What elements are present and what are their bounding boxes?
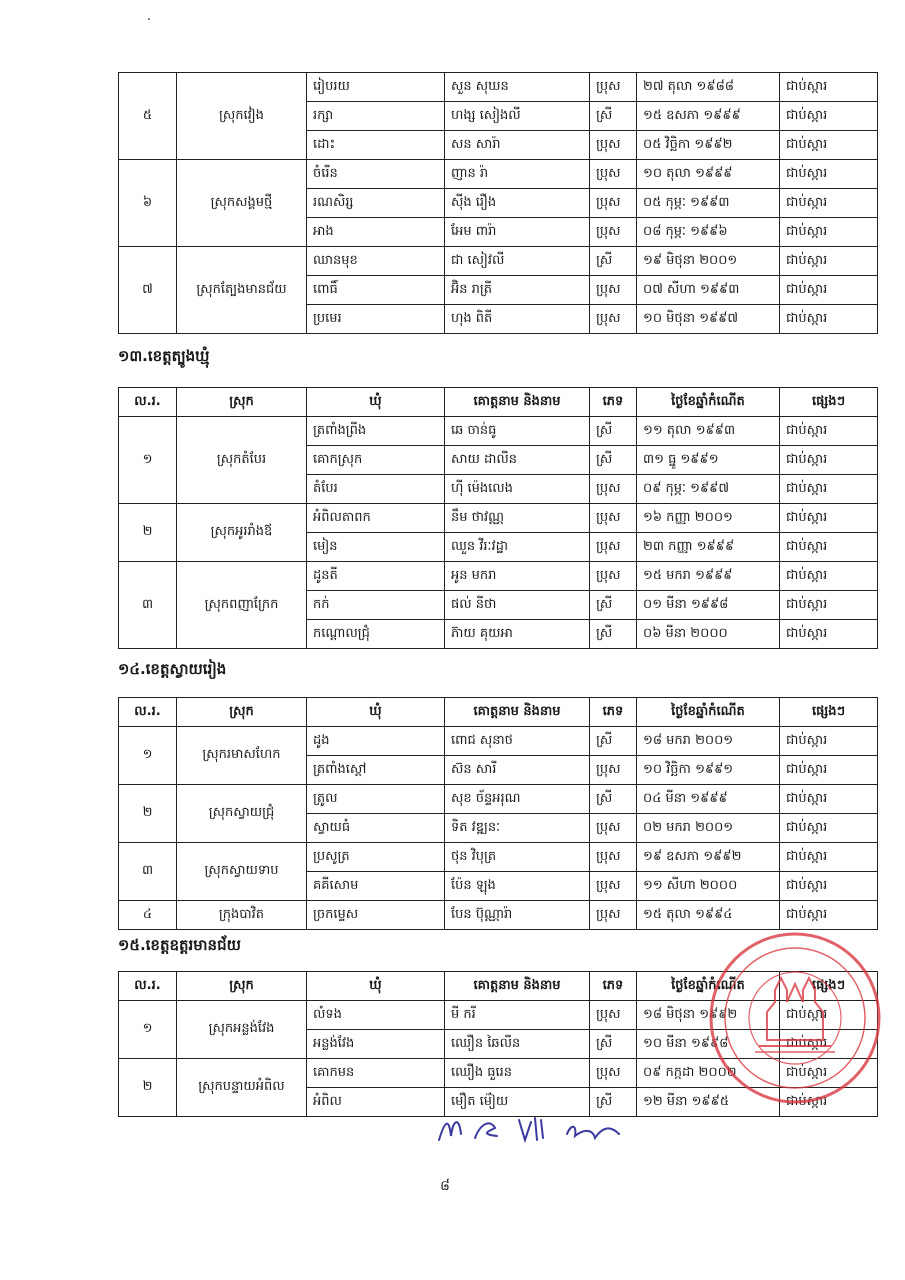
- dob-cell: ០២ មករា ២០០១: [637, 814, 780, 843]
- commune-cell: ដោះ: [307, 131, 445, 160]
- row-number-cell: ៣: [119, 843, 177, 901]
- sex-cell: ប្រុស: [590, 504, 637, 533]
- commune-cell: ប្រសូត្រ: [307, 843, 445, 872]
- dob-cell: ០៩ កក្កដា ២០០២: [637, 1059, 780, 1088]
- dob-cell: ២៣ កញ្ញា ១៩៩៩: [637, 533, 780, 562]
- name-cell: ហង្ស សៀងលី: [445, 102, 590, 131]
- column-header-sex: ភេទ: [590, 972, 637, 1001]
- table-body: [119, 73, 878, 334]
- name-cell: សួន សុឃន: [445, 73, 590, 102]
- column-header-other: ផ្សេងៗ: [780, 388, 878, 417]
- sex-cell: ស្រី: [590, 727, 637, 756]
- dob-cell: ០៦ មីនា ២០០០: [637, 620, 780, 649]
- district-cell: ស្រុកត្បែងមានជ័យ: [177, 247, 307, 334]
- dob-cell: ៣១ ធ្នូ ១៩៩១: [637, 446, 780, 475]
- column-header-dob: ថ្ងៃខែឆ្នាំកំណើត: [637, 388, 780, 417]
- sex-cell: ប្រុស: [590, 131, 637, 160]
- column-header-sex: ភេទ: [590, 698, 637, 727]
- dob-cell: ១០ វិច្ឆិកា ១៩៩១: [637, 756, 780, 785]
- status-cell: ជាប់ស្ការ: [780, 756, 878, 785]
- name-cell: អ៊ិន រាត្រី: [445, 276, 590, 305]
- dob-cell: ០៧ សីហា ១៩៩៣: [637, 276, 780, 305]
- row-number-cell: ១: [119, 727, 177, 785]
- dob-cell: ០៩ កុម្ភៈ ១៩៩៧: [637, 475, 780, 504]
- row-number-cell: ៤: [119, 901, 177, 930]
- status-cell: ជាប់ស្ការ: [780, 843, 878, 872]
- dob-cell: ១១ តុលា ១៩៩៣: [637, 417, 780, 446]
- column-header-name: គោត្តនាម និងនាម: [445, 698, 590, 727]
- district-cell: ក្រុងបាវិត: [177, 901, 307, 930]
- status-cell: ជាប់ស្ការ: [780, 189, 878, 218]
- district-cell: ស្រុកបន្ទាយអំពិល: [177, 1059, 307, 1117]
- column-header-no: ល.រ.: [119, 388, 177, 417]
- name-cell: ឈួន វីរៈវដ្ឋា: [445, 533, 590, 562]
- status-cell: ជាប់ស្ការ: [780, 1001, 878, 1030]
- status-cell: ជាប់ស្ការ: [780, 785, 878, 814]
- column-header-dob: ថ្ងៃខែឆ្នាំកំណើត: [637, 698, 780, 727]
- name-cell: ឆេ ចាន់ធូ: [445, 417, 590, 446]
- sex-cell: ប្រុស: [590, 756, 637, 785]
- status-cell: ជាប់ស្ការ: [780, 533, 878, 562]
- district-cell: ស្រុកតំបែរ: [177, 417, 307, 504]
- status-cell: ជាប់ស្ការ: [780, 872, 878, 901]
- name-cell: ជា សៀវលី: [445, 247, 590, 276]
- commune-cell: រៀបរយ: [307, 73, 445, 102]
- table-row: [119, 504, 878, 533]
- sex-cell: ស្រី: [590, 1088, 637, 1117]
- sex-cell: ប្រុស: [590, 562, 637, 591]
- sex-cell: ប្រុស: [590, 475, 637, 504]
- dob-cell: ១០ មីនា ១៩៩៨: [637, 1030, 780, 1059]
- sex-cell: ប្រុស: [590, 160, 637, 189]
- dob-cell: ១៦ កញ្ញា ២០០១: [637, 504, 780, 533]
- status-cell: ជាប់ស្ការ: [780, 504, 878, 533]
- commune-cell: ប្រមេរ: [307, 305, 445, 334]
- dob-cell: ១៥ ឧសភា ១៩៩៩: [637, 102, 780, 131]
- district-cell: ស្រុកអន្លង់វែង: [177, 1001, 307, 1059]
- status-cell: ជាប់ស្ការ: [780, 591, 878, 620]
- dob-cell: ០៥ កុម្ភៈ ១៩៩៣: [637, 189, 780, 218]
- commune-cell: លំទង: [307, 1001, 445, 1030]
- commune-cell: តំបែរ: [307, 475, 445, 504]
- column-header-commune: ឃុំ: [307, 972, 445, 1001]
- sex-cell: ប្រុស: [590, 872, 637, 901]
- commune-cell: អំពិលតាពក: [307, 504, 445, 533]
- commune-cell: មៀន: [307, 533, 445, 562]
- commune-cell: ច្រកម្ទេស: [307, 901, 445, 930]
- column-header-sex: ភេទ: [590, 388, 637, 417]
- table-header: [119, 698, 878, 727]
- row-number-cell: ៦: [119, 160, 177, 247]
- sex-cell: ស្រី: [590, 1030, 637, 1059]
- sex-cell: ប្រុស: [590, 276, 637, 305]
- column-header-no: ល.រ.: [119, 972, 177, 1001]
- dob-cell: ១៨ មករា ២០០១: [637, 727, 780, 756]
- row-number-cell: ៥: [119, 73, 177, 160]
- dob-cell: ១៩ ឧសភា ១៩៩២: [637, 843, 780, 872]
- table-row: [119, 785, 878, 814]
- row-number-cell: ២: [119, 1059, 177, 1117]
- row-number-cell: ១: [119, 417, 177, 504]
- name-cell: សន សារ៉ា: [445, 131, 590, 160]
- district-cell: ស្រុកវៀង: [177, 73, 307, 160]
- row-number-cell: ៧: [119, 247, 177, 334]
- table-svay-rieng: [118, 697, 878, 930]
- status-cell: ជាប់ស្ការ: [780, 1059, 878, 1088]
- status-cell: ជាប់ស្ការ: [780, 417, 878, 446]
- name-cell: អូន មករា: [445, 562, 590, 591]
- district-cell: ស្រុករមាសហែក: [177, 727, 307, 785]
- name-cell: ហុង ពិតី: [445, 305, 590, 334]
- status-cell: ជាប់ស្ការ: [780, 218, 878, 247]
- name-cell: ភ៊ាយ គុយអា: [445, 620, 590, 649]
- sex-cell: ប្រុស: [590, 843, 637, 872]
- name-cell: សាយ ដាលីន: [445, 446, 590, 475]
- name-cell: ស៊ន សារី: [445, 756, 590, 785]
- status-cell: ជាប់ស្ការ: [780, 276, 878, 305]
- commune-cell: ដូនតី: [307, 562, 445, 591]
- commune-cell: កណ្ដោលជ្រុំ: [307, 620, 445, 649]
- sex-cell: ប្រុស: [590, 189, 637, 218]
- name-cell: ឈឿន ឆៃលីន: [445, 1030, 590, 1059]
- name-cell: នឹម ថាវណ្ណ: [445, 504, 590, 533]
- status-cell: ជាប់ស្ការ: [780, 446, 878, 475]
- sex-cell: ប្រុស: [590, 218, 637, 247]
- commune-cell: គោកមន: [307, 1059, 445, 1088]
- district-cell: ស្រុកស្វាយជ្រុំ: [177, 785, 307, 843]
- sex-cell: ស្រី: [590, 785, 637, 814]
- dob-cell: ២៧ តុលា ១៩៨៨: [637, 73, 780, 102]
- dob-cell: ០៤ មីនា ១៩៩៩: [637, 785, 780, 814]
- commune-cell: ពោធិ៍: [307, 276, 445, 305]
- district-cell: ស្រុកសង្គមថ្មី: [177, 160, 307, 247]
- name-cell: សុខ ច័ន្ទអរុណ: [445, 785, 590, 814]
- name-cell: ស៊ីង រឿង: [445, 189, 590, 218]
- row-number-cell: ១: [119, 1001, 177, 1059]
- sex-cell: ប្រុស: [590, 1059, 637, 1088]
- section-heading-tbong-khmum: ១៣.ខេត្តត្បូងឃ្មុំ: [118, 347, 210, 365]
- table-body: [119, 417, 878, 649]
- commune-cell: ត្រពាំងស្ដៅ: [307, 756, 445, 785]
- column-header-district: ស្រុក: [177, 388, 307, 417]
- commune-cell: ចំរើន: [307, 160, 445, 189]
- name-cell: ញាន រ៉ា: [445, 160, 590, 189]
- section-heading-svay-rieng: ១៤.ខេត្តស្វាយរៀង: [118, 660, 227, 678]
- signature-initials: [435, 1110, 625, 1148]
- column-header-other: ផ្សេងៗ: [780, 972, 878, 1001]
- sex-cell: ស្រី: [590, 247, 637, 276]
- table-header-row: [119, 698, 878, 727]
- status-cell: ជាប់ស្ការ: [780, 620, 878, 649]
- sex-cell: ប្រុស: [590, 901, 637, 930]
- dob-cell: ១២ មីនា ១៩៩៥: [637, 1088, 780, 1117]
- name-cell: ពោជ សុនាថ: [445, 727, 590, 756]
- status-cell: ជាប់ស្ការ: [780, 247, 878, 276]
- table-row: [119, 843, 878, 872]
- name-cell: ឈឿង ធួរេន: [445, 1059, 590, 1088]
- commune-cell: គគីសោម: [307, 872, 445, 901]
- dob-cell: ០៥ វិច្ឆិកា ១៩៩២: [637, 131, 780, 160]
- dob-cell: ០៨ កុម្ភៈ ១៩៩៦: [637, 218, 780, 247]
- sex-cell: ប្រុស: [590, 533, 637, 562]
- column-header-no: ល.រ.: [119, 698, 177, 727]
- status-cell: ជាប់ស្ការ: [780, 1030, 878, 1059]
- commune-cell: ដូង: [307, 727, 445, 756]
- status-cell: ជាប់ស្ការ: [780, 73, 878, 102]
- name-cell: អែម ពារ៉ា: [445, 218, 590, 247]
- table-body: [119, 727, 878, 930]
- status-cell: ជាប់ស្ការ: [780, 475, 878, 504]
- name-cell: ទិត វឌ្ឍនៈ: [445, 814, 590, 843]
- commune-cell: ត្រពាំងព្រីង: [307, 417, 445, 446]
- commune-cell: កក់: [307, 591, 445, 620]
- scan-speck: [148, 18, 150, 20]
- page-number: ៨: [440, 1178, 450, 1194]
- table-row: [119, 417, 878, 446]
- sex-cell: ស្រី: [590, 102, 637, 131]
- dob-cell: ១១ សីហា ២០០០: [637, 872, 780, 901]
- status-cell: ជាប់ស្ការ: [780, 102, 878, 131]
- sex-cell: ប្រុស: [590, 814, 637, 843]
- sex-cell: ស្រី: [590, 620, 637, 649]
- table-tbong-khmum: [118, 387, 878, 649]
- commune-cell: អន្លង់វែង: [307, 1030, 445, 1059]
- dob-cell: ១៩ មិថុនា ២០០១: [637, 247, 780, 276]
- status-cell: ជាប់ស្ការ: [780, 1088, 878, 1117]
- status-cell: ជាប់ស្ការ: [780, 131, 878, 160]
- name-cell: ថុន វិបុត្រ: [445, 843, 590, 872]
- row-number-cell: ២: [119, 785, 177, 843]
- row-number-cell: ២: [119, 504, 177, 562]
- commune-cell: រណសិរ្ស: [307, 189, 445, 218]
- name-cell: មឿត ម៉ៀយ: [445, 1088, 590, 1117]
- status-cell: ជាប់ស្ការ: [780, 305, 878, 334]
- table-row: [119, 73, 878, 102]
- column-header-name: គោត្តនាម និងនាម: [445, 388, 590, 417]
- table-row: [119, 160, 878, 189]
- status-cell: ជាប់ស្ការ: [780, 160, 878, 189]
- column-header-name: គោត្តនាម និងនាម: [445, 972, 590, 1001]
- district-cell: ស្រុកអូររាំងឪ: [177, 504, 307, 562]
- section-heading-oddar-meanchey: ១៥.ខេត្តឧត្តរមានជ័យ: [118, 936, 241, 954]
- district-cell: ស្រុកស្វាយទាប: [177, 843, 307, 901]
- table-header: [119, 388, 878, 417]
- commune-cell: ត្រូល: [307, 785, 445, 814]
- dob-cell: ១៥ តុលា ១៩៩៤: [637, 901, 780, 930]
- status-cell: ជាប់ស្ការ: [780, 727, 878, 756]
- official-seal-stamp: [705, 928, 885, 1108]
- sex-cell: ប្រុស: [590, 1001, 637, 1030]
- sex-cell: ស្រី: [590, 591, 637, 620]
- column-header-commune: ឃុំ: [307, 388, 445, 417]
- dob-cell: ១០ តុលា ១៩៩៩: [637, 160, 780, 189]
- column-header-district: ស្រុក: [177, 698, 307, 727]
- name-cell: ហ៊ី ម៉េងលេង: [445, 475, 590, 504]
- commune-cell: គោកស្រុក: [307, 446, 445, 475]
- commune-cell: រក្សា: [307, 102, 445, 131]
- status-cell: ជាប់ស្ការ: [780, 901, 878, 930]
- table-row: [119, 247, 878, 276]
- column-header-district: ស្រុក: [177, 972, 307, 1001]
- table-row: [119, 901, 878, 930]
- status-cell: ជាប់ស្ការ: [780, 562, 878, 591]
- commune-cell: អំពិល: [307, 1088, 445, 1117]
- name-cell: មី ករី: [445, 1001, 590, 1030]
- table-row: [119, 562, 878, 591]
- name-cell: ប៉ែន ឡុង: [445, 872, 590, 901]
- table-row: [119, 727, 878, 756]
- name-cell: បែន ប៊ុណ្ណារ៉ា: [445, 901, 590, 930]
- sex-cell: ប្រុស: [590, 305, 637, 334]
- row-number-cell: ៣: [119, 562, 177, 649]
- dob-cell: ១៥ មករា ១៩៩៩: [637, 562, 780, 591]
- column-header-dob: ថ្ងៃខែឆ្នាំកំណើត: [637, 972, 780, 1001]
- commune-cell: ឈានមុខ: [307, 247, 445, 276]
- dob-cell: ០១ មីនា ១៩៩៨: [637, 591, 780, 620]
- commune-cell: អាង: [307, 218, 445, 247]
- status-cell: ជាប់ស្ការ: [780, 814, 878, 843]
- sex-cell: ស្រី: [590, 417, 637, 446]
- column-header-other: ផ្សេងៗ: [780, 698, 878, 727]
- sex-cell: ស្រី: [590, 446, 637, 475]
- name-cell: ផល់ នីថា: [445, 591, 590, 620]
- district-cell: ស្រុកពញាក្រែក: [177, 562, 307, 649]
- sex-cell: ប្រុស: [590, 73, 637, 102]
- table-header-row: [119, 388, 878, 417]
- dob-cell: ១០ មិថុនា ១៩៩៧: [637, 305, 780, 334]
- dob-cell: ១៨ មិថុនា ១៩៩២: [637, 1001, 780, 1030]
- column-header-commune: ឃុំ: [307, 698, 445, 727]
- table-section-continued: [118, 72, 878, 334]
- commune-cell: ស្វាយធំ: [307, 814, 445, 843]
